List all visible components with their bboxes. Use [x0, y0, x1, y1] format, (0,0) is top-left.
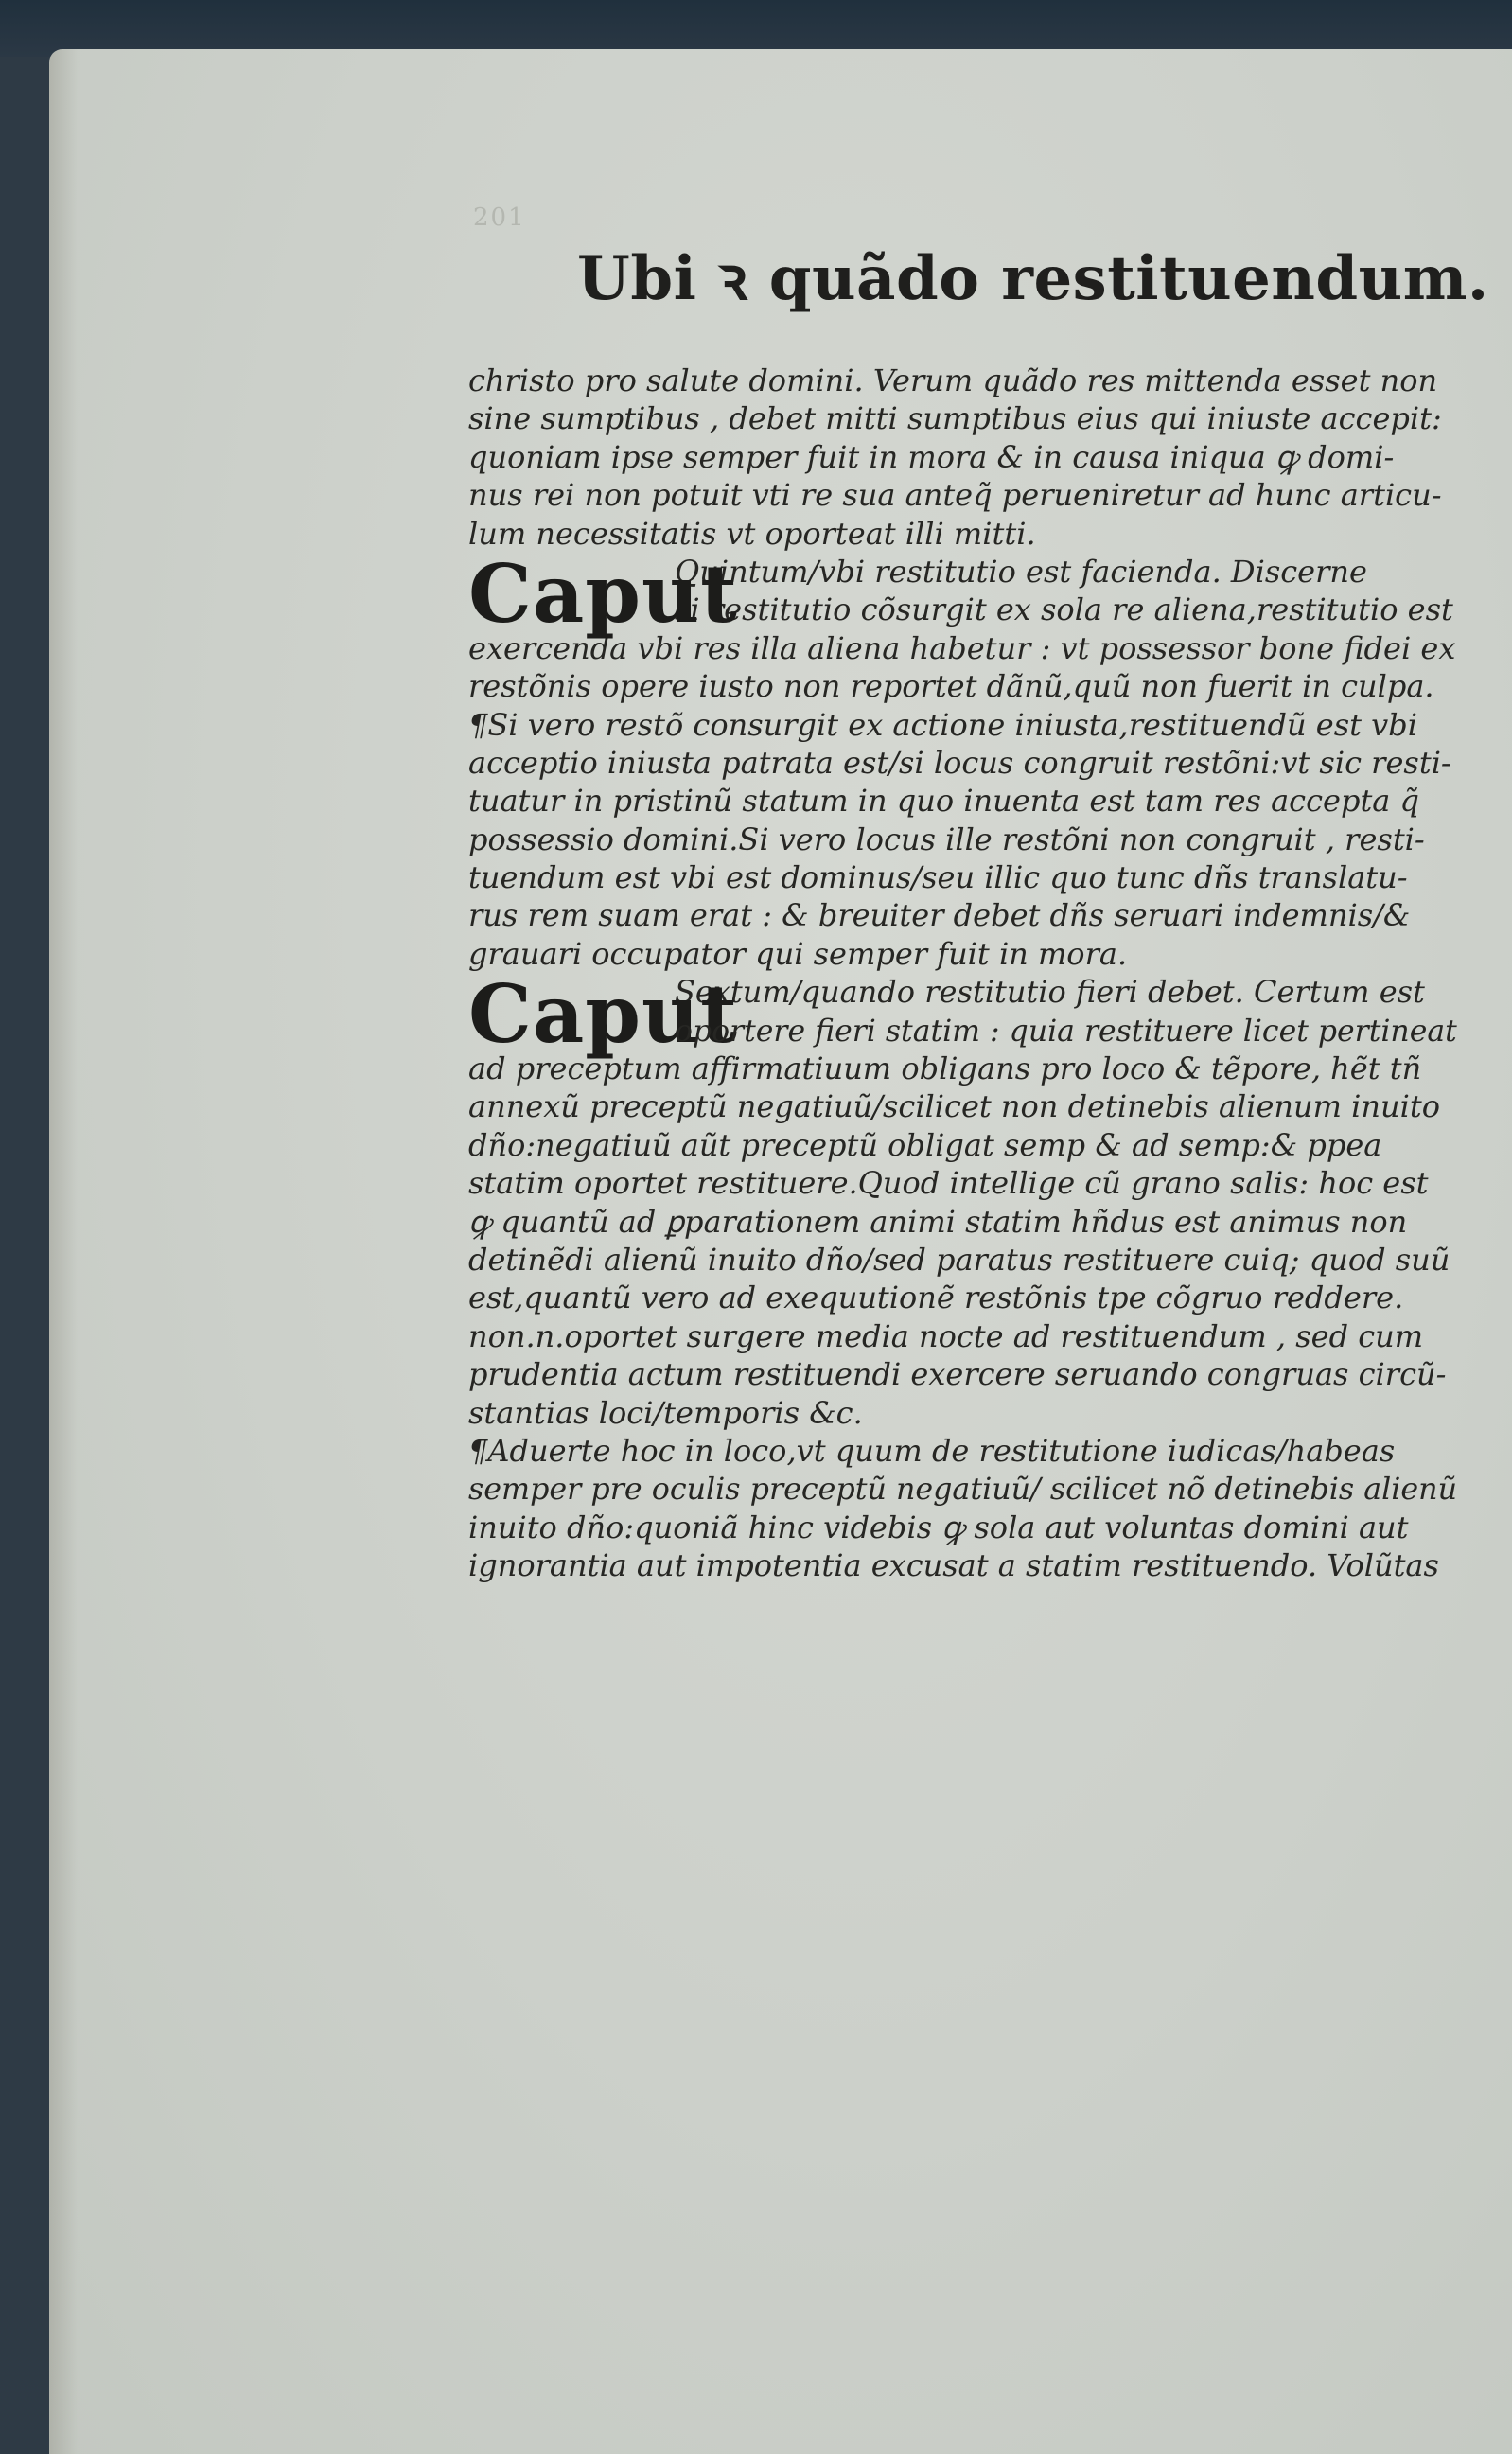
text-line: tuatur in pristinũ statum in quo inuenta est tam res accepta q̃ — [468, 783, 1420, 820]
text-line: Sextum/quando restitutio fieri debet. Certum est — [675, 974, 1425, 1011]
text-line: lum necessitatis vt oporteat illi mitti. — [468, 515, 1036, 552]
text-line: annexũ preceptũ negatiuũ/scilicet non detinebis alienum inuito — [468, 1088, 1440, 1125]
text-line: oportere fieri statim : quia restituere licet pertineat — [675, 1012, 1457, 1049]
text-line: restõnis opere iusto non reportet dãnũ,quũ non fuerit in culpa. — [468, 668, 1434, 705]
text-line: ¶Si vero restõ consurgit ex actione iniusta,restituendũ est vbi — [468, 706, 1417, 743]
text-line: ignorantia aut impotentia excusat a statim restituendo. Volũtas — [468, 1547, 1439, 1584]
text-line: ꝙ quantũ ad ꝑparationem animi statim hñdus est animus non — [468, 1203, 1408, 1240]
text-line: dño:negatiuũ aũt preceptũ obligat semp & ad semp:& ppea — [468, 1126, 1382, 1163]
text-line: non.n.oportet surgere media nocte ad restituendum , sed cum — [468, 1317, 1424, 1354]
text-line: christo pro salute domini. Verum quãdo res mittenda esset non — [468, 362, 1438, 398]
text-line: exercenda vbi res illa aliena habetur : vt possessor bone fidei ex — [468, 629, 1456, 666]
text-line: inuito dño:quoniã hinc videbis ꝙ sola aut voluntas domini aut — [468, 1509, 1409, 1545]
text-line: semper pre oculis preceptũ negatiuũ/ scilicet nõ detinebis alienũ — [468, 1471, 1457, 1508]
text-line: ad preceptum affirmatiuum obligans pro loco & tẽpore, hẽt tñ — [468, 1050, 1422, 1087]
scan-backdrop — [0, 0, 1512, 57]
text-line: Quintum/vbi restitutio est facienda. Discerne — [675, 553, 1367, 590]
text-line: grauari occupator qui semper fuit in mora. — [468, 935, 1128, 972]
text-line: acceptio iniusta patrata est/si locus congruit restõni:vt sic resti- — [468, 744, 1451, 781]
text-line: ¶Aduerte hoc in loco,vt quum de restitutione iudicas/habeas — [468, 1432, 1396, 1469]
text-line: quoniam ipse semper fuit in mora & in causa iniqua ꝙ domi- — [468, 438, 1395, 475]
chapter-heading: Caput — [468, 546, 738, 641]
page-edge-shadow — [49, 49, 78, 2454]
chapter-6 — [468, 967, 1457, 1432]
running-title: Ubi ꝛ quãdo restituendum. — [577, 243, 1489, 314]
text-line: tuendum est vbi est dominus/seu illic quo tunc dñs translatu- — [468, 859, 1408, 896]
text-line: prudentia actum restituendi exercere seruando congruas circũ- — [468, 1356, 1447, 1393]
main-text-block — [468, 362, 1457, 1585]
text-line: sine sumptibus , debet mitti sumptibus eius qui iniuste accepit: — [468, 400, 1442, 437]
folio-number: 201 — [473, 203, 526, 232]
text-line: nus rei non potuit vti re sua anteq̃ perueniretur ad hunc articu- — [468, 477, 1442, 514]
text-line: detinẽdi alienũ inuito dño/sed paratus restituere cuiq; quod suũ — [468, 1241, 1450, 1278]
text-line: rus rem suam erat : & breuiter debet dñs seruari indemnis/& — [468, 897, 1411, 934]
chapter-heading: Caput — [468, 967, 738, 1062]
text-line: stantias loci/temporis &c. — [468, 1394, 863, 1431]
text-line: si restitutio cõsurgit ex sola re aliena,restitutio est — [675, 591, 1453, 628]
text-line: statim oportet restituere.Quod intellige cũ grano salis: hoc est — [468, 1165, 1429, 1202]
chapter-5 — [468, 546, 1457, 973]
text-line: est,quantũ vero ad exequutionẽ restõnis tpe cõgruo reddere. — [468, 1280, 1404, 1316]
note-paragraph — [468, 1432, 1457, 1585]
text-line: possessio domini.Si vero locus ille restõni non congruit , resti- — [468, 821, 1425, 857]
